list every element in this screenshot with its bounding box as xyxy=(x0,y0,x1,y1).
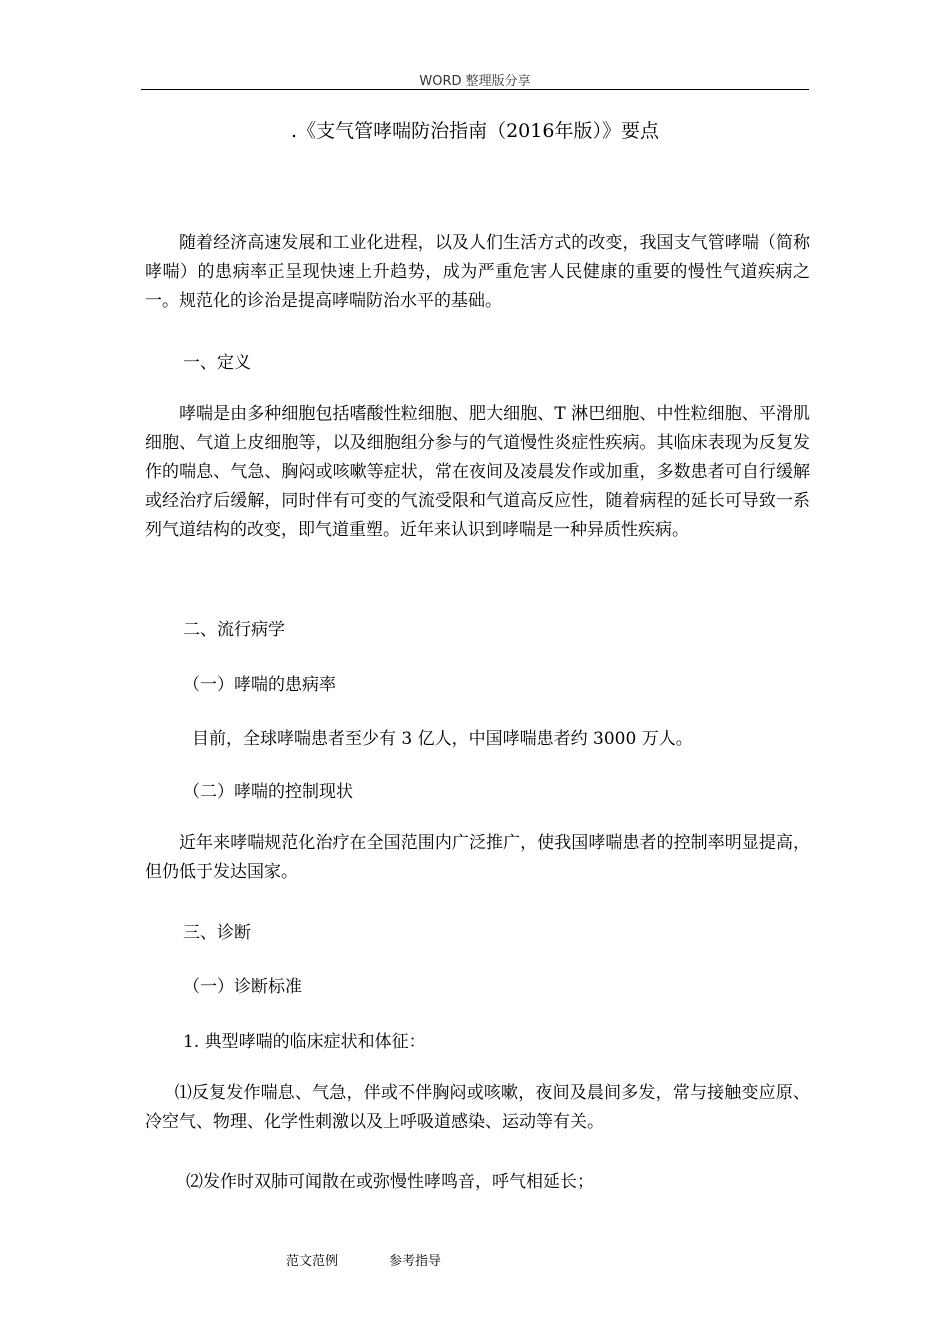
page-header: WORD 整理版分享 xyxy=(419,74,531,89)
intro-paragraph: 随着经济高速发展和工业化进程，以及人们生活方式的改变，我国支气管哮喘（简称哮喘）的患病率正呈现快速上升趋势，成为严重危害人民健康的重要的慢性气道疾病之一。规范化的诊治是提高哮喘防治水平的基础。 xyxy=(145,233,810,311)
control-status-paragraph: 近年来哮喘规范化治疗在全国范围内广泛推广，使我国哮喘患者的控制率明显提高，但仍低于发达国家。 xyxy=(145,833,810,882)
definition-paragraph: 哮喘是由多种细胞包括嗜酸性粒细胞、肥大细胞、T 淋巴细胞、中性粒细胞、平滑肌细胞、气道上皮细胞等，以及细胞组分参与的气道慢性炎症性疾病。其临床表现为反复发作的喘息、气急、胸闷或咳嗽等症状，常在夜间及凌晨发作或加重，多数患者可自行缓解或经治疗后缓解，同时伴有可变的气流受限和气道高反应性，随着病程的延长可导致一系列气道结构的改变，即气道重塑。近年来认识到哮喘是一种异质性疾病。 xyxy=(145,404,810,540)
criteria-item-1: 1. 典型哮喘的临床症状和体征： xyxy=(183,1032,426,1052)
section-1-heading: 一、定义 xyxy=(183,353,251,373)
criteria-item-1b: ⑵发作时双肺可闻散在或弥慢性哮鸣音，呼气相延长； xyxy=(186,1172,594,1192)
footer-left-text: 范文范例 xyxy=(286,1254,339,1269)
footer-right-text: 参考指导 xyxy=(389,1254,442,1269)
prevalence-text: 目前，全球哮喘患者至少有 3 亿人，中国哮喘患者约 3000 万人。 xyxy=(192,729,693,749)
document-title: .《支气管哮喘防治指南（2016年版）》要点 xyxy=(291,120,659,142)
section-2-sub2-heading: （二）哮喘的控制现状 xyxy=(183,782,353,802)
header-rule xyxy=(141,89,809,90)
section-2-sub1-heading: （一）哮喘的患病率 xyxy=(183,675,336,695)
section-2-heading: 二、流行病学 xyxy=(183,620,285,640)
criteria-item-1a: ⑴反复发作喘息、气急，伴或不伴胸闷或咳嗽，夜间及晨间多发，常与接触变应原、冷空气、物理、化学性刺激以及上呼吸道感染、运动等有关。 xyxy=(145,1083,810,1132)
section-3-heading: 三、诊断 xyxy=(183,923,251,943)
section-3-sub1-heading: （一）诊断标准 xyxy=(183,977,302,997)
